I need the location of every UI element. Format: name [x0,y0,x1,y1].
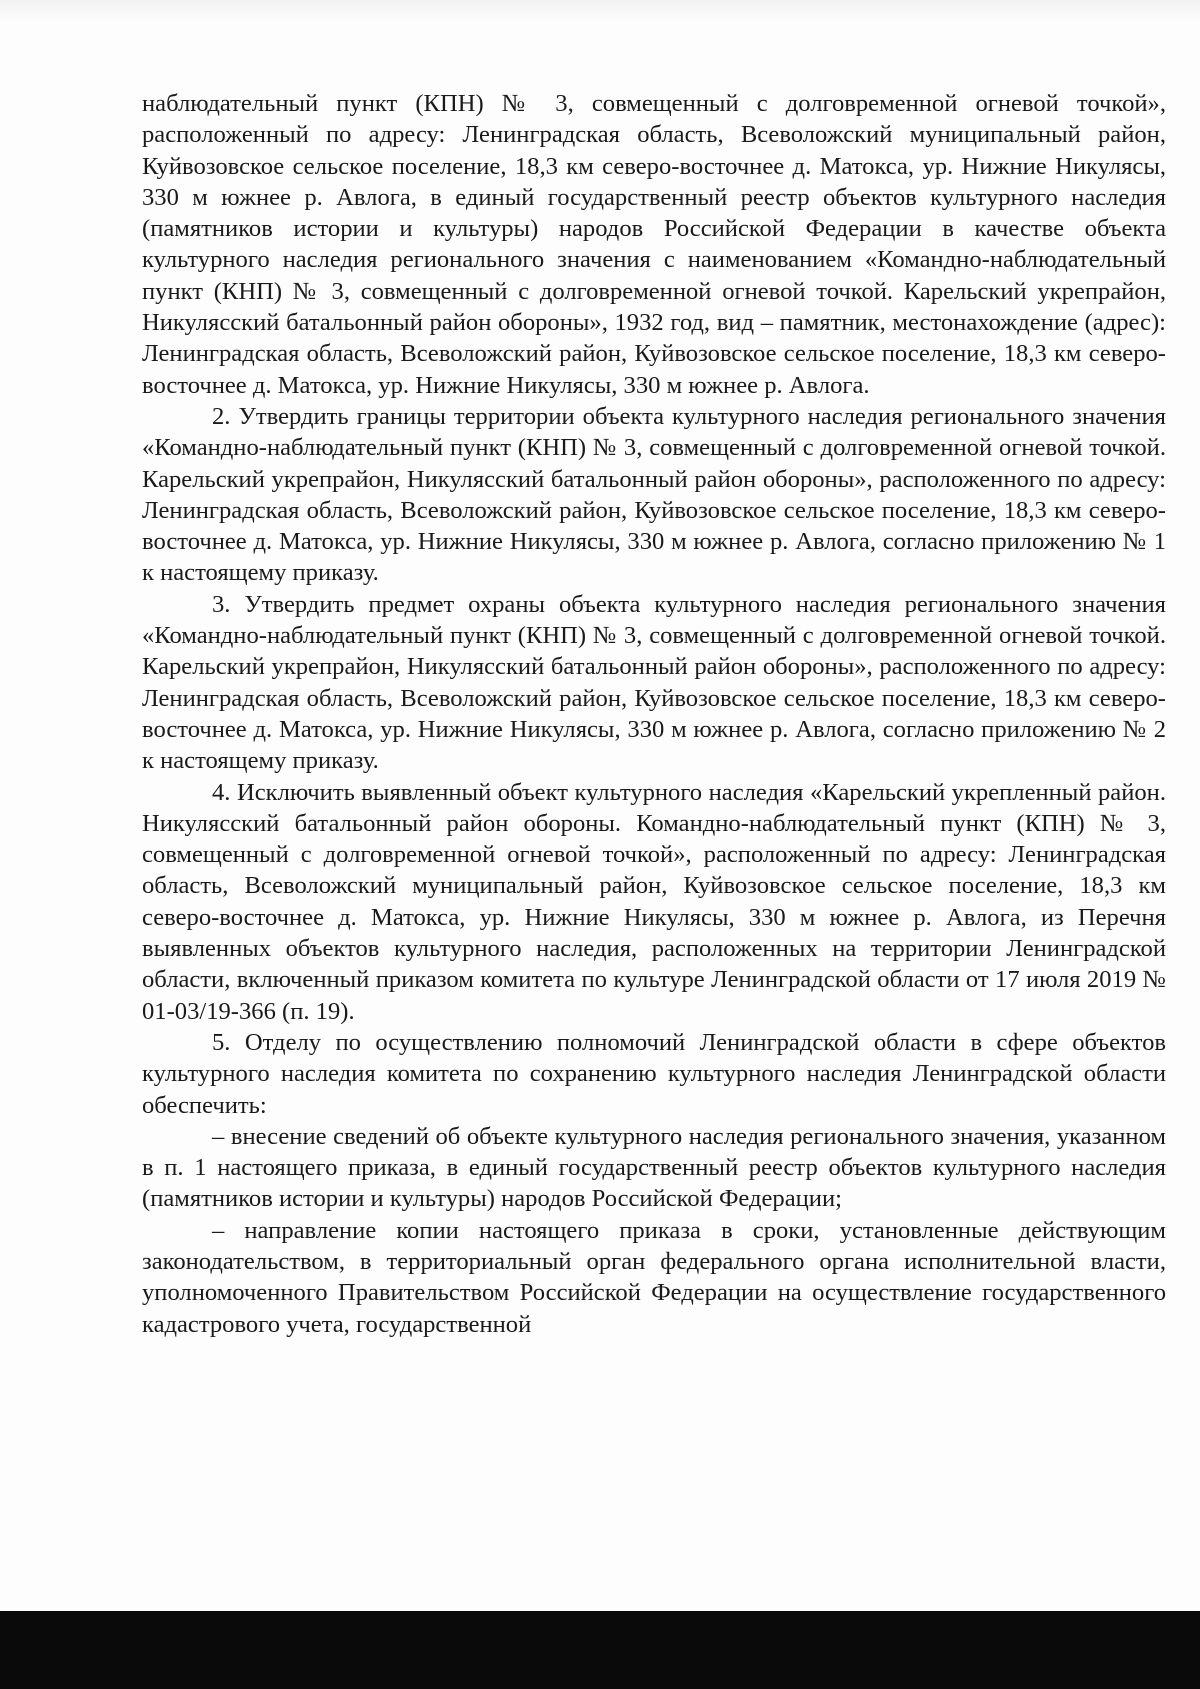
paragraph-item-2: 2. Утвердить границы территории объекта культурного наследия регионального значения «Командно-наблюдательный пункт (КНП) № 3, совмещенный с долговременной огневой точкой. Карельский укрепрайон, Никулясский батальонный район обороны», расположенного по адресу: Ленинградская область, Всеволожский район, Куйвозовское сельское поселение, 18,3 км северо-восточнее д. Матокса, ур. Нижние Никулясы, 330 м южнее р. Авлога, согласно приложению № 1 к настоящему приказу. [142,402,1166,587]
paragraph-item-5: 5. Отделу по осуществлению полномочий Ленинградской области в сфере объектов культурного наследия комитета по сохранению культурного наследия Ленинградской области обеспечить: [142,1028,1166,1119]
scan-top-edge [0,0,1200,22]
paragraph-item-3: 3. Утвердить предмет охраны объекта культурного наследия регионального значения «Командно-наблюдательный пункт (КНП) № 3, совмещенный с долговременной огневой точкой. Карельский укрепрайон, Никулясский батальонный район обороны», расположенного по адресу: Ленинградская область, Всеволожский район, Куйвозовское сельское поселение, 18,3 км северо-восточнее д. Матокса, ур. Нижние Никулясы, 330 м южнее р. Авлога, согласно приложению № 2 к настоящему приказу. [142,590,1166,775]
scan-bottom-band [0,1611,1200,1689]
paragraph-item-4: 4. Исключить выявленный объект культурного наследия «Карельский укрепленный район. Никулясский батальонный район обороны. Командно-наблюдательный пункт (КПН) № 3, совмещенный с долговременной огневой точкой», расположенный по адресу: Ленинградская область, Всеволожский муниципальный район, Куйвозовское сельское поселение, 18,3 км северо-восточнее д. Матокса, ур. Нижние Никулясы, 330 м южнее р. Авлога, из Перечня выявленных объектов культурного наследия, расположенных на территории Ленинградской области, включенный приказом комитета по культуре Ленинградской области от 17 июля 2019 № 01-03/19-366 (п. 19). [142,778,1166,1025]
bullet-item-copy: – направление копии настоящего приказа в сроки, установленные действующим законодательством, в территориальный орган федерального органа исполнительной власти, уполномоченного Правительством Российской Федерации на осуществление государственного кадастрового учета, государственной [142,1216,1166,1338]
bullet-item-registry: – внесение сведений об объекте культурного наследия регионального значения, указанном в п. 1 настоящего приказа, в единый государственный реестр объектов культурного наследия (памятников истории и культуры) народов Российской Федерации; [142,1122,1166,1213]
document-body [142,88,1166,1340]
paragraph-continuation: наблюдательный пункт (КПН) № 3, совмещенный с долговременной огневой точкой», расположенный по адресу: Ленинградская область, Всеволожский муниципальный район, Куйвозовское сельское поселение, 18,3 км северо-восточнее д. Матокса, ур. Нижние Никулясы, 330 м южнее р. Авлога, в единый государственный реестр объектов культурного наследия (памятников истории и культуры) народов Российской Федерации в качестве объекта культурного наследия регионального значения с наименованием «Командно-наблюдательный пункт (КНП) № 3, совмещенный с долговременной огневой точкой. Карельский укрепрайон, Никулясский батальонный район обороны», 1932 год, вид – памятник, местонахождение (адрес): Ленинградская область, Всеволожский район, Куйвозовское сельское поселение, 18,3 км северо-восточнее д. Матокса, ур. Нижние Никулясы, 330 м южнее р. Авлога. [142,90,1166,399]
